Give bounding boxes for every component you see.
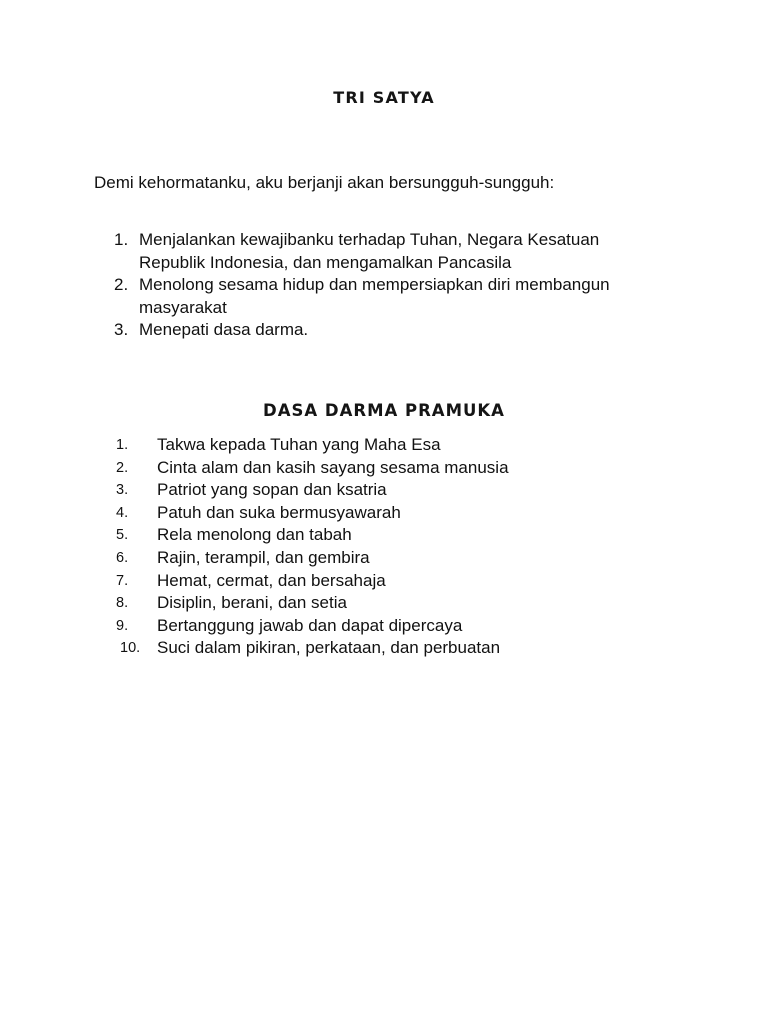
list-item-text: Takwa kepada Tuhan yang Maha Esa (157, 435, 441, 454)
list-item-text: Menjalankan kewajibanku terhadap Tuhan, Negara Kesatuan Republik Indonesia, dan mengamalkan Pancasila (139, 230, 600, 272)
list-item-text: Cinta alam dan kasih sayang sesama manusia (157, 457, 509, 477)
list-item-text: Suci dalam pikiran, perkataan, dan perbuatan (157, 638, 501, 658)
list-number: 10. (120, 640, 141, 657)
dasa-darma-item (106, 592, 626, 615)
list-number: 6. (116, 549, 129, 566)
dasa-darma-item (106, 524, 626, 547)
tri-satya-intro: Demi kehormatanku, aku berjanji akan bersungguh-sungguh: (94, 173, 555, 192)
dasa-darma-item (106, 615, 626, 638)
list-item-text: Bertanggung jawab dan dapat dipercaya (157, 615, 463, 635)
list-item-text: Patriot yang sopan dan ksatria (157, 480, 387, 500)
list-number: 2. (116, 459, 129, 476)
dasa-darma-item (106, 547, 626, 570)
dasa-darma-item (106, 434, 626, 457)
list-number: 1. (116, 437, 129, 453)
tri-satya-item (108, 229, 668, 274)
dasa-darma-title: DASA DARMA PRAMUKA (263, 401, 505, 420)
list-number: 3. (114, 320, 129, 339)
tri-satya-title: TRI SATYA (333, 88, 435, 107)
dasa-darma-item (106, 570, 626, 593)
list-item-text: Hemat, cermat, dan bersahaja (157, 570, 386, 590)
list-item-text: Rajin, terampil, dan gembira (157, 547, 370, 567)
tri-satya-item (108, 274, 668, 319)
dasa-darma-item (106, 479, 626, 502)
dasa-darma-item (106, 502, 626, 525)
list-item-text: Rela menolong dan tabah (157, 525, 352, 545)
dasa-darma-list (106, 434, 626, 660)
list-number: 1. (114, 230, 129, 249)
list-item-text: Menolong sesama hidup dan mempersiapkan diri membangun masyarakat (139, 275, 610, 317)
dasa-darma-item (106, 637, 626, 660)
list-number: 2. (114, 275, 129, 294)
tri-satya-list (108, 229, 668, 342)
dasa-darma-item (106, 457, 626, 480)
list-number: 5. (116, 527, 129, 544)
list-number: 9. (116, 617, 129, 634)
list-item-text: Disiplin, berani, dan setia (157, 593, 347, 613)
list-item-text: Menepati dasa darma. (139, 320, 309, 339)
list-number: 7. (116, 572, 129, 589)
list-number: 8. (116, 595, 129, 612)
list-number: 4. (116, 504, 129, 521)
tri-satya-item (108, 319, 668, 342)
list-number: 3. (116, 482, 129, 499)
list-item-text: Patuh dan suka bermusyawarah (157, 502, 401, 522)
